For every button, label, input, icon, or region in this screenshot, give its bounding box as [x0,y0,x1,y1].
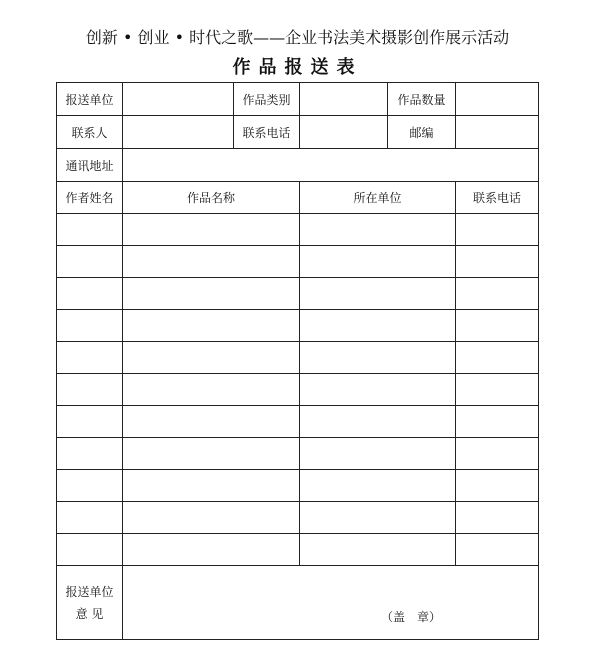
column-header-organization: 所在单位 [300,182,456,214]
table-row [57,214,539,246]
organization-cell[interactable] [300,534,456,566]
organization-cell[interactable] [300,214,456,246]
phone-cell[interactable] [456,502,539,534]
works-table-body [57,214,539,566]
table-row [57,246,539,278]
works-table-header [57,182,539,214]
organization-cell[interactable] [300,406,456,438]
phone-cell[interactable] [456,278,539,310]
submit-unit-field[interactable] [123,83,234,116]
postcode-field[interactable] [456,116,539,149]
work-category-field[interactable] [300,83,388,116]
table-row [57,534,539,566]
opinion-label-line1: 报送单位 [65,584,114,599]
submit-unit-label: 报送单位 [57,83,123,116]
work-title-cell[interactable] [123,278,300,310]
opinion-row [57,566,539,640]
phone-cell[interactable] [456,470,539,502]
column-header-phone: 联系电话 [456,182,539,214]
author-cell[interactable] [57,502,123,534]
organization-cell[interactable] [300,374,456,406]
work-title-cell[interactable] [123,342,300,374]
author-cell[interactable] [57,310,123,342]
phone-cell[interactable] [456,246,539,278]
work-title-cell[interactable] [123,502,300,534]
work-title-cell[interactable] [123,310,300,342]
author-cell[interactable] [57,278,123,310]
table-row [57,342,539,374]
work-title-cell[interactable] [123,534,300,566]
table-row [57,438,539,470]
author-cell[interactable] [57,342,123,374]
opinion-label-line2: 意 见 [75,606,104,621]
phone-cell[interactable] [456,438,539,470]
phone-cell[interactable] [456,310,539,342]
phone-cell[interactable] [456,374,539,406]
submission-form-table [56,82,539,640]
table-row [57,470,539,502]
author-cell[interactable] [57,246,123,278]
column-header-work-title: 作品名称 [123,182,300,214]
work-title-cell[interactable] [123,374,300,406]
table-row [57,374,539,406]
contact-person-field[interactable] [123,116,234,149]
organization-cell[interactable] [300,502,456,534]
author-cell[interactable] [57,406,123,438]
table-row [57,502,539,534]
address-field[interactable] [123,149,539,182]
organization-cell[interactable] [300,278,456,310]
event-title: 创新 • 创业 • 时代之歌——企业书法美术摄影创作展示活动 [85,28,510,47]
author-cell[interactable] [57,534,123,566]
contact-person-label: 联系人 [57,116,123,149]
phone-cell[interactable] [456,342,539,374]
author-cell[interactable] [57,374,123,406]
phone-cell[interactable] [456,214,539,246]
author-cell[interactable] [57,214,123,246]
table-row [57,278,539,310]
organization-cell[interactable] [300,438,456,470]
contact-phone-field[interactable] [300,116,388,149]
form-row-unit [57,83,539,116]
work-title-cell[interactable] [123,214,300,246]
work-category-label: 作品类别 [234,83,300,116]
work-title-cell[interactable] [123,470,300,502]
address-label: 通讯地址 [57,149,123,182]
work-count-field[interactable] [456,83,539,116]
work-count-label: 作品数量 [388,83,456,116]
form-row-address [57,149,539,182]
opinion-label [57,566,123,640]
seal-placeholder: （盖 章） [381,610,442,624]
organization-cell[interactable] [300,310,456,342]
work-title-cell[interactable] [123,406,300,438]
table-row [57,406,539,438]
phone-cell[interactable] [456,406,539,438]
contact-phone-label: 联系电话 [234,116,300,149]
column-header-author: 作者姓名 [57,182,123,214]
form-title: 作品报送表 [232,57,363,78]
work-title-cell[interactable] [123,246,300,278]
table-row [57,310,539,342]
author-cell[interactable] [57,438,123,470]
organization-cell[interactable] [300,342,456,374]
postcode-label: 邮编 [388,116,456,149]
organization-cell[interactable] [300,246,456,278]
opinion-field[interactable] [123,566,539,640]
organization-cell[interactable] [300,470,456,502]
work-title-cell[interactable] [123,438,300,470]
author-cell[interactable] [57,470,123,502]
form-row-contact [57,116,539,149]
phone-cell[interactable] [456,534,539,566]
